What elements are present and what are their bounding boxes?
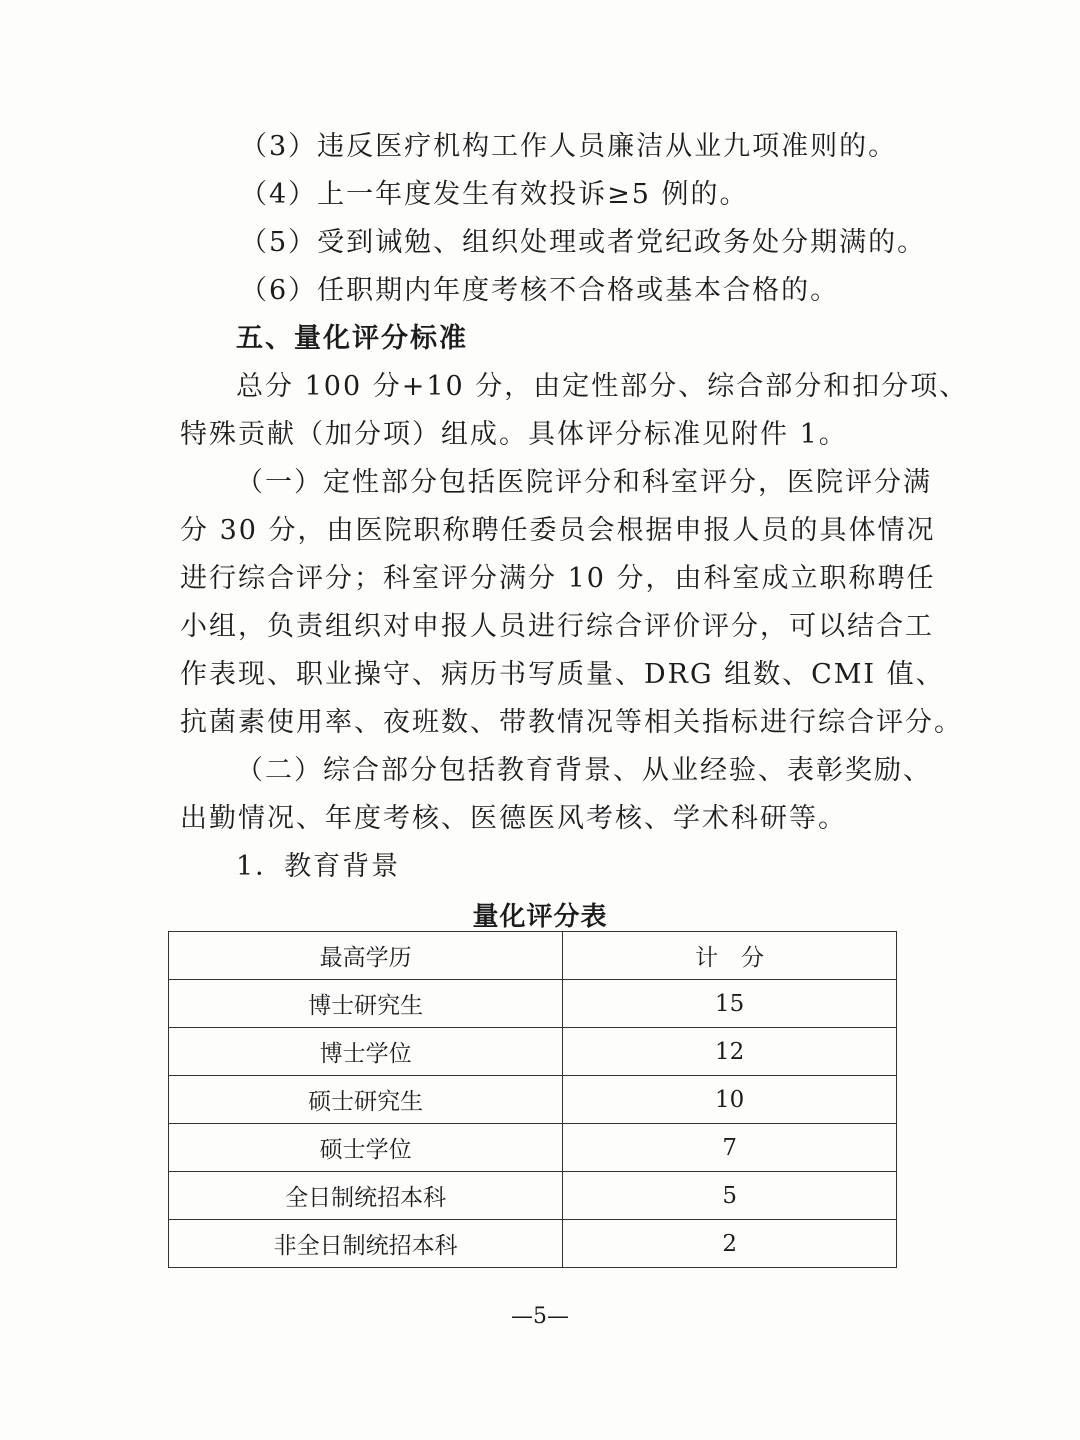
score-cell: 5 [563,1172,897,1220]
education-cell: 博士学位 [169,1028,563,1076]
paragraph-line: 小组，负责组织对申报人员进行综合评价评分，可以结合工 [180,611,934,642]
list-item: （6）任职期内年度考核不合格或基本合格的。 [240,275,840,306]
score-cell: 7 [563,1124,897,1172]
score-cell: 2 [563,1220,897,1268]
score-cell: 12 [563,1028,897,1076]
table-row [169,980,897,1028]
education-cell: 全日制统招本科 [169,1172,563,1220]
education-cell: 硕士研究生 [169,1076,563,1124]
paragraph-line: （一）定性部分包括医院评分和科室评分，医院评分满 [236,467,932,498]
paragraph-line: 分 30 分，由医院职称聘任委员会根据申报人员的具体情况 [180,515,936,546]
paragraph-line: 总分 100 分+10 分，由定性部分、综合部分和扣分项、 [236,371,969,402]
table-row [169,1220,897,1268]
header-cell-score: 计 分 [563,932,897,980]
paragraph-line: 抗菌素使用率、夜班数、带教情况等相关指标进行综合评分。 [180,707,963,738]
table-row [169,1124,897,1172]
list-item: （3）违反医疗机构工作人员廉洁从业九项准则的。 [240,131,898,162]
page-number: —5— [511,1304,569,1329]
table-title: 量化评分表 [472,902,608,932]
education-cell: 硕士学位 [169,1124,563,1172]
paragraph-line: 作表现、职业操守、病历书写质量、DRG 组数、CMI 值、 [180,659,945,690]
paragraph-line: 出勤情况、年度考核、医德医风考核、学术科研等。 [180,803,847,834]
education-cell: 非全日制统招本科 [169,1220,563,1268]
table-row [169,1076,897,1124]
score-table [168,931,897,1268]
table-header-row [169,932,897,980]
sub-heading: 1．教育背景 [236,851,401,882]
header-cell-education: 最高学历 [169,932,563,980]
score-cell: 10 [563,1076,897,1124]
section-heading: 五、量化评分标准 [236,323,468,354]
table-row [169,1028,897,1076]
education-cell: 博士研究生 [169,980,563,1028]
paragraph-line: （二）综合部分包括教育背景、从业经验、表彰奖励、 [236,755,932,786]
list-item: （4）上一年度发生有效投诉≥5 例的。 [240,179,749,210]
paragraph-line: 进行综合评分；科室评分满分 10 分，由科室成立职称聘任 [180,563,936,594]
score-cell: 15 [563,980,897,1028]
table-row [169,1172,897,1220]
list-item: （5）受到诫勉、组织处理或者党纪政务处分期满的。 [240,227,927,258]
paragraph-line: 特殊贡献（加分项）组成。具体评分标准见附件 1。 [180,419,848,450]
